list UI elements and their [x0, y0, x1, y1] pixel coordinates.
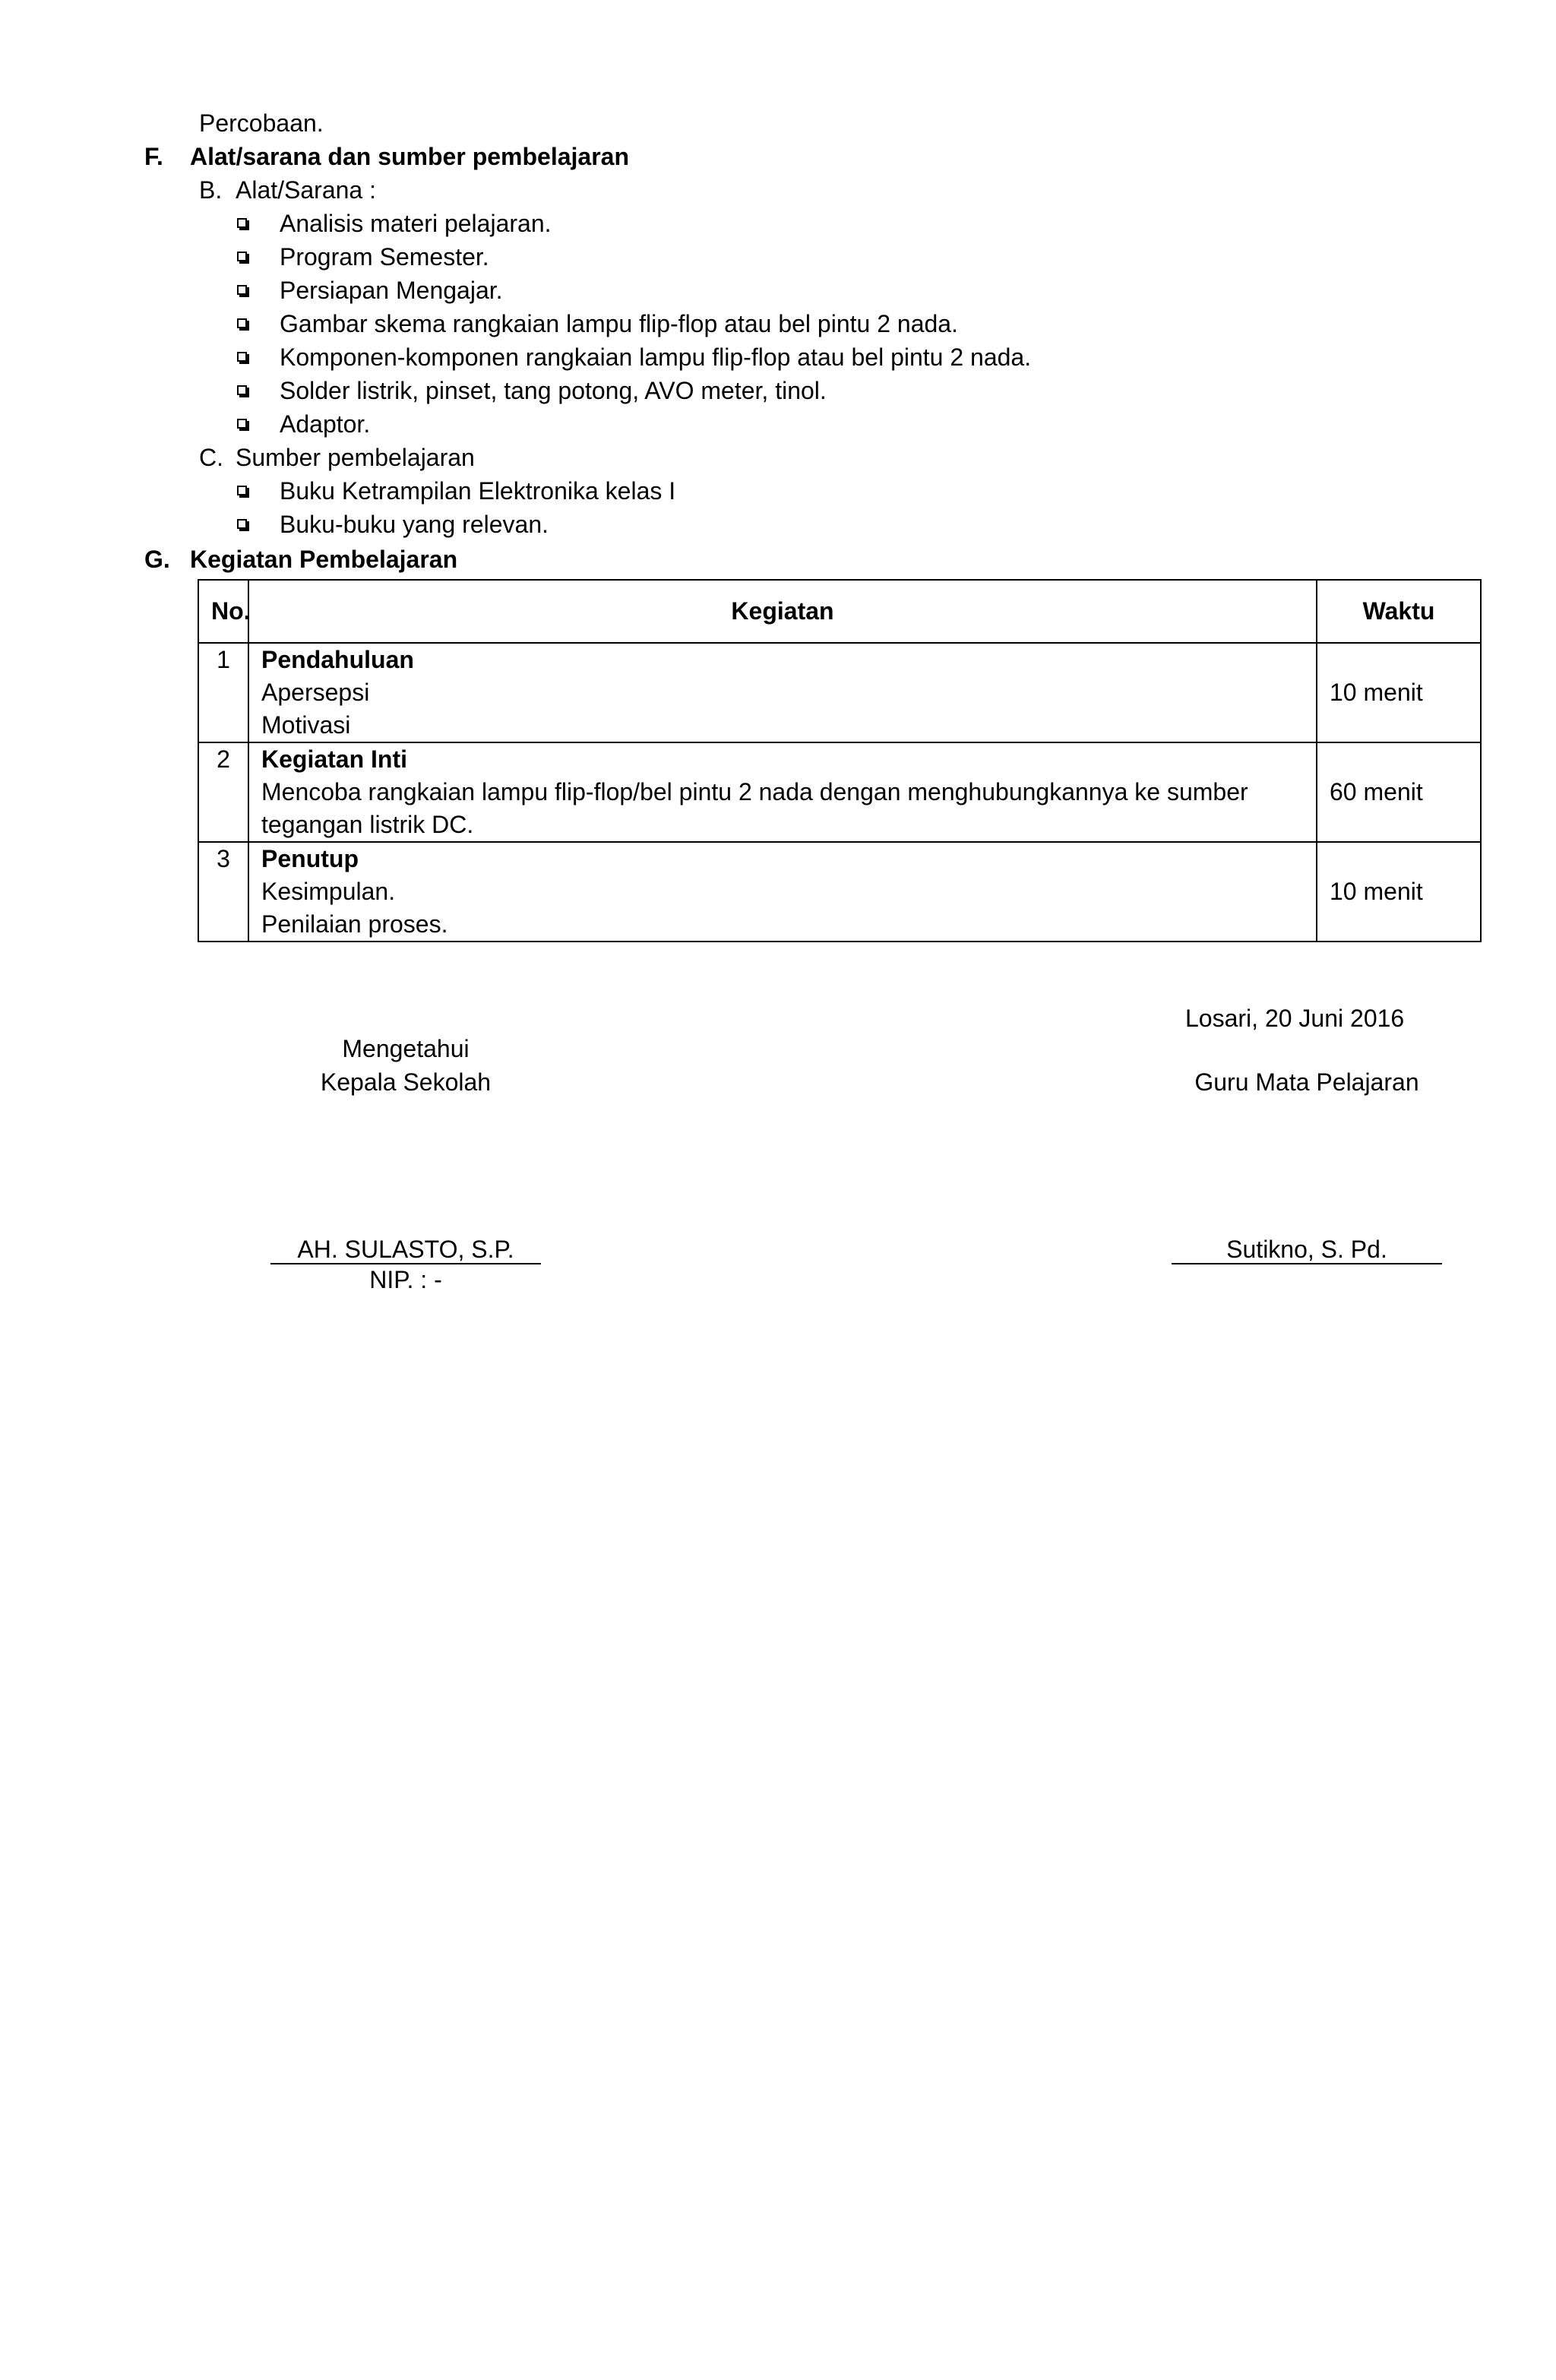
checkbox-bullet-icon [237, 519, 247, 529]
alat-item: Solder listrik, pinset, tang potong, AVO meter, tinol. [280, 377, 827, 404]
right-signatory-name: Sutikno, S. Pd. [1226, 1236, 1387, 1263]
checkbox-bullet-icon [237, 385, 247, 395]
header-waktu: Waktu [1317, 580, 1481, 643]
sub-b-letter: B. [199, 176, 223, 204]
section-f-letter: F. [144, 143, 163, 170]
row-waktu: 10 menit [1317, 643, 1481, 742]
row-waktu: 10 menit [1317, 842, 1481, 942]
table-row [198, 643, 1481, 742]
alat-item: Komponen-komponen rangkaian lampu flip-flop atau bel pintu 2 nada. [280, 343, 1032, 371]
row-no: 3 [198, 842, 248, 942]
row-waktu: 60 menit [1317, 742, 1481, 842]
header-no: No. [198, 580, 248, 643]
checkbox-bullet-icon [237, 352, 247, 362]
place-date: Losari, 20 Juni 2016 [1185, 1005, 1405, 1032]
left-line1: Mengetahui [342, 1035, 470, 1062]
header-kegiatan: Kegiatan [248, 580, 1317, 643]
left-signatory-name: AH. SULASTO, S.P. [297, 1236, 514, 1263]
checkbox-bullet-icon [237, 318, 247, 328]
sumber-item: Buku-buku yang relevan. [280, 511, 549, 538]
row-no: 2 [198, 742, 248, 842]
sub-c-title: Sumber pembelajaran [236, 444, 475, 471]
row-line: Mencoba rangkaian lampu flip-flop/bel pintu 2 nada dengan menghubungkannya ke sumber [261, 778, 1248, 805]
table-row [198, 842, 1481, 942]
left-nip: NIP. : - [369, 1266, 442, 1293]
sumber-item: Buku Ketrampilan Elektronika kelas I [280, 477, 676, 505]
alat-item: Gambar skema rangkaian lampu flip-flop atau bel pintu 2 nada. [280, 310, 958, 337]
row-kegiatan [248, 842, 1317, 942]
row-line: Apersepsi [261, 679, 370, 706]
top-line: Percobaan. [199, 109, 324, 137]
left-line2: Kepala Sekolah [320, 1068, 492, 1096]
kegiatan-table [198, 579, 1482, 942]
checkbox-bullet-icon [237, 218, 247, 228]
row-title: Penutup [261, 845, 359, 872]
sub-c-letter: C. [199, 444, 223, 471]
table-row [198, 742, 1481, 842]
row-title: Pendahuluan [261, 646, 414, 673]
alat-item: Analisis materi pelajaran. [280, 210, 552, 237]
checkbox-bullet-icon [237, 252, 247, 261]
section-f-title: Alat/sarana dan sumber pembelajaran [190, 143, 629, 170]
checkbox-bullet-icon [237, 419, 247, 429]
alat-item: Program Semester. [280, 243, 489, 271]
row-line: Motivasi [261, 711, 351, 739]
table-header-row [198, 580, 1481, 643]
checkbox-bullet-icon [237, 285, 247, 295]
row-no: 1 [198, 643, 248, 742]
sub-b-title: Alat/Sarana : [236, 176, 376, 204]
section-g-letter: G. [144, 546, 170, 573]
row-line: Kesimpulan. [261, 878, 396, 905]
checkbox-bullet-icon [237, 486, 247, 495]
row-kegiatan [248, 643, 1317, 742]
row-line: tegangan listrik DC. [261, 811, 474, 838]
row-title: Kegiatan Inti [261, 745, 408, 773]
right-line1: Guru Mata Pelajaran [1194, 1068, 1419, 1096]
alat-item: Adaptor. [280, 410, 371, 438]
row-kegiatan [248, 742, 1317, 842]
row-line: Penilaian proses. [261, 910, 448, 938]
alat-item: Persiapan Mengajar. [280, 277, 503, 304]
section-g-title: Kegiatan Pembelajaran [190, 546, 458, 573]
right-signature-line [1172, 1263, 1442, 1264]
